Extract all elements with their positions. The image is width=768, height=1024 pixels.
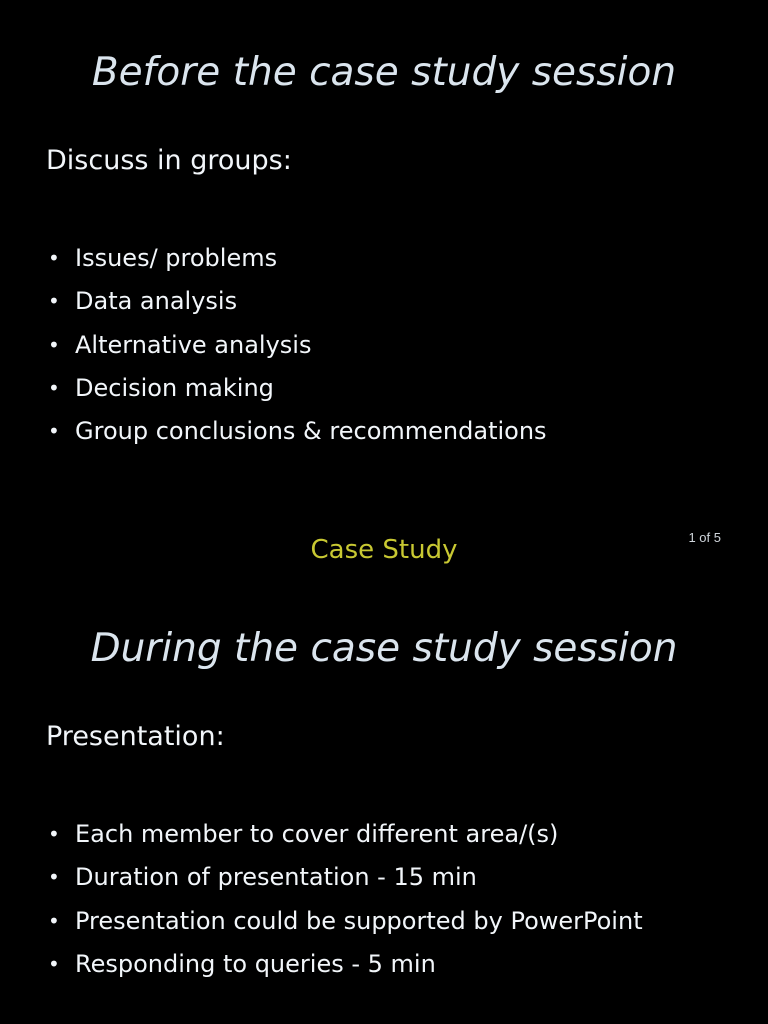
list-item: [46, 900, 643, 943]
bullet-icon: •: [48, 822, 60, 846]
bullet-text: Data analysis: [75, 287, 238, 316]
bullet-icon: •: [48, 908, 60, 933]
slide-title: During the case study session: [90, 626, 678, 671]
bullet-icon: •: [48, 865, 60, 890]
slide-title: Before the case study session: [91, 50, 677, 95]
bullet-text: Issues/ problems: [75, 244, 278, 272]
list-item: [46, 367, 547, 410]
bullet-text: Responding to queries - 5 min: [75, 949, 436, 978]
bullet-icon: •: [48, 419, 60, 444]
list-item: [46, 280, 547, 323]
bullet-text: Decision making: [75, 373, 274, 402]
list-item: [46, 324, 547, 367]
list-item: [46, 410, 547, 453]
list-item: [46, 943, 643, 986]
bullet-text: Each member to cover different area/(s): [75, 820, 559, 848]
footer-label: Case Study: [310, 535, 458, 565]
bullet-icon: •: [48, 289, 60, 314]
list-item: [46, 237, 547, 280]
bullet-icon: •: [48, 375, 60, 400]
bullet-text: Group conclusions & recommendations: [75, 417, 547, 446]
page-counter: 1 of 5: [688, 530, 721, 545]
bullet-list: [46, 237, 547, 453]
bullet-icon: •: [48, 246, 60, 270]
slide-intro: Presentation:: [46, 721, 225, 752]
slide-intro: Discuss in groups:: [46, 145, 292, 176]
list-item: [46, 813, 643, 856]
bullet-icon: •: [48, 332, 60, 357]
slide-2: [0, 576, 768, 1024]
bullet-text: Alternative analysis: [75, 330, 312, 359]
bullet-text: Duration of presentation - 15 min: [75, 863, 477, 892]
bullet-list: [46, 813, 643, 986]
bullet-icon: •: [48, 951, 60, 976]
bullet-text: Presentation could be supported by PowerPoint: [75, 906, 643, 935]
list-item: [46, 856, 643, 899]
